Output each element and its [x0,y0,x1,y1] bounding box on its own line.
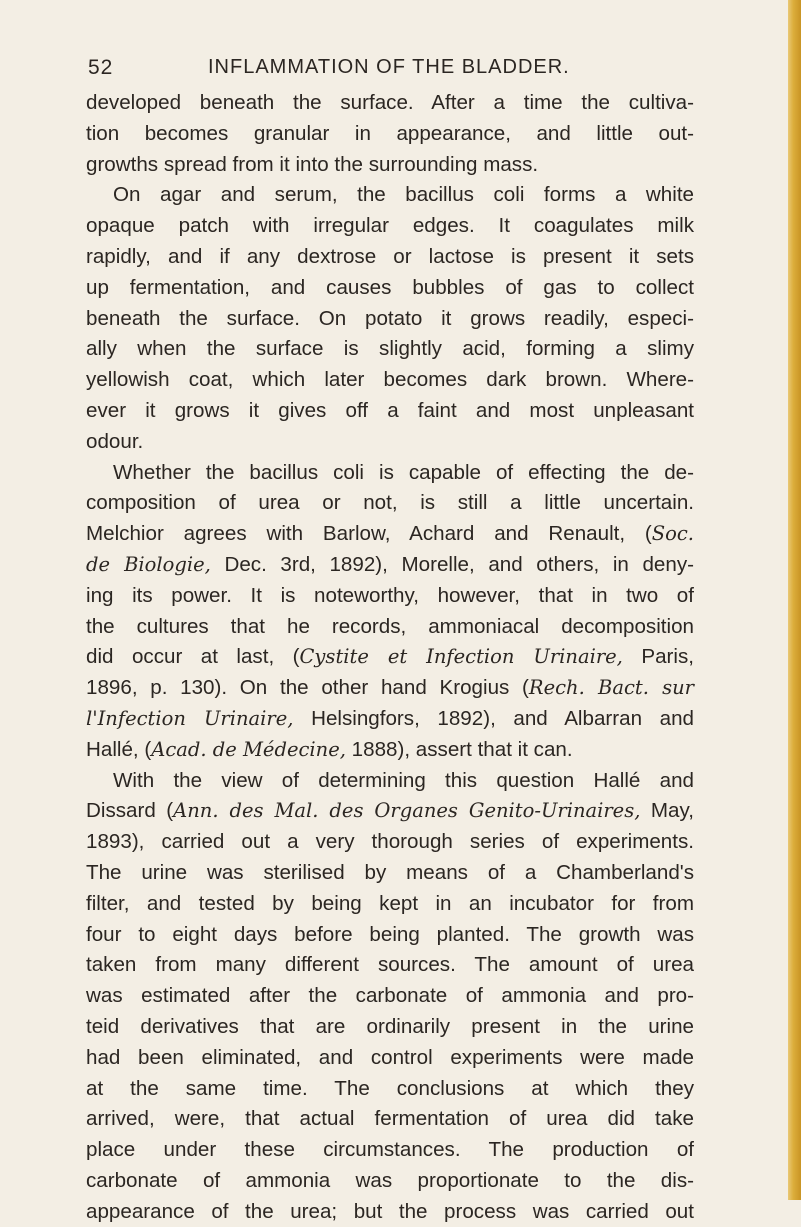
body-text [86,88,694,1227]
text-span: Hallé, ( [86,737,152,761]
page-number: 52 [88,56,114,79]
text-span: 1893), carried out a very thorough series of experiments. [86,830,694,854]
text-span: had been eliminated, and control experiments were made [86,1045,694,1069]
text-span: filter, and tested by being kept in an incubator for from [86,891,694,915]
text-line [86,704,694,735]
text-line [86,1197,694,1227]
text-span: the cultures that he records, ammoniacal decomposition [86,614,694,638]
text-span: at the same time. The conclusions at which they [86,1076,694,1100]
text-span: May, [640,799,695,823]
text-span: appearance of the urea; but the process was carried out [86,1199,694,1223]
text-line [86,88,694,119]
text-line [86,858,694,889]
text-line [86,581,694,612]
text-span: teid derivatives that are ordinarily present in the urine [86,1014,694,1038]
text-span: was estimated after the carbonate of ammonia and pro- [86,984,694,1008]
text-span: On agar and serum, the bacillus coli forms a white [113,183,694,207]
text-line [86,334,694,365]
text-line [86,242,694,273]
text-span: four to eight days before being planted. The growth was [86,922,694,946]
text-span: Dec. 3rd, 1892), Morelle, and others, in deny- [210,552,694,576]
text-line [86,488,694,519]
text-span: With the view of determining this question Hallé and [113,768,694,792]
text-line [86,519,694,550]
running-head [88,48,686,84]
text-span: odour. [86,429,144,453]
text-line [86,1135,694,1166]
text-line [86,427,694,458]
text-line [86,950,694,981]
paragraph-start-line [86,458,694,489]
text-span: taken from many different sources. The amount of urea [86,953,694,977]
running-title: INFLAMMATION OF THE BLADDER. [208,56,570,78]
text-line [86,1012,694,1043]
text-line [86,119,694,150]
text-line [86,396,694,427]
text-line [86,612,694,643]
text-span: Dissard ( [86,799,174,823]
text-span: yellowish coat, which later becomes dark brown. Where- [86,368,694,392]
text-line [86,150,694,181]
text-span: did occur at last, ( [86,645,300,669]
text-line [86,827,694,858]
text-span: ing its power. It is noteworthy, however, that in two of [86,583,694,607]
text-line [86,211,694,242]
text-span: Whether the bacillus coli is capable of effecting the de- [113,460,694,484]
citation-italic: l'Infection Urinaire, [86,706,294,730]
paragraph-start-line [86,180,694,211]
text-line [86,1104,694,1135]
text-line [86,1074,694,1105]
text-span: carbonate of ammonia was proportionate to the dis- [86,1168,694,1192]
citation-italic: de Biologie, [86,552,211,576]
text-span: developed beneath the surface. After a time the cultiva- [86,91,694,114]
text-span: place under these circumstances. The production of [86,1138,694,1162]
text-span: Paris, [622,645,694,669]
citation-italic: Rech. Bact. sur [528,676,694,700]
text-span: opaque patch with irregular edges. It coagulates milk [86,214,694,238]
text-span: The urine was sterilised by means of a Chamberland's [86,860,694,884]
text-span: beneath the surface. On potato it grows readily, especi- [86,306,694,330]
text-line [86,981,694,1012]
citation-italic: Soc. [651,522,694,546]
text-line [86,365,694,396]
text-line [86,735,694,766]
text-span: tion becomes granular in appearance, and little out- [86,121,694,145]
text-line [86,304,694,335]
paragraph-start-line [86,766,694,797]
text-span: 1896, p. 130). On the other hand Krogius ( [86,676,529,700]
text-span: 1888), assert that it can. [345,737,573,761]
text-span: up fermentation, and causes bubbles of gas to collect [86,275,694,299]
text-span: ever it grows it gives off a faint and most unpleasant [86,398,694,422]
text-line [86,796,694,827]
citation-italic: Cystite et Infection Urinaire, [299,645,623,669]
text-line [86,889,694,920]
text-span: Melchior agrees with Barlow, Achard and Renault, ( [86,522,652,546]
text-span: composition of urea or not, is still a little uncertain. [86,491,694,515]
text-line [86,1043,694,1074]
citation-italic: Ann. des Mal. des Organes Genito-Urinaires, [173,799,641,823]
book-spine-edge [788,0,801,1200]
text-line [86,673,694,704]
text-line [86,273,694,304]
text-line [86,550,694,581]
text-span: growths spread from it into the surrounding mass. [86,152,539,176]
text-line [86,1166,694,1197]
text-line [86,920,694,951]
text-span: arrived, were, that actual fermentation of urea did take [86,1107,694,1131]
text-line [86,642,694,673]
text-span: rapidly, and if any dextrose or lactose is present it sets [86,244,694,268]
text-span: Helsingfors, 1892), and Albarran and [293,706,694,730]
citation-italic: Acad. de Médecine, [151,737,346,761]
text-span: ally when the surface is slightly acid, forming a slimy [86,337,694,361]
